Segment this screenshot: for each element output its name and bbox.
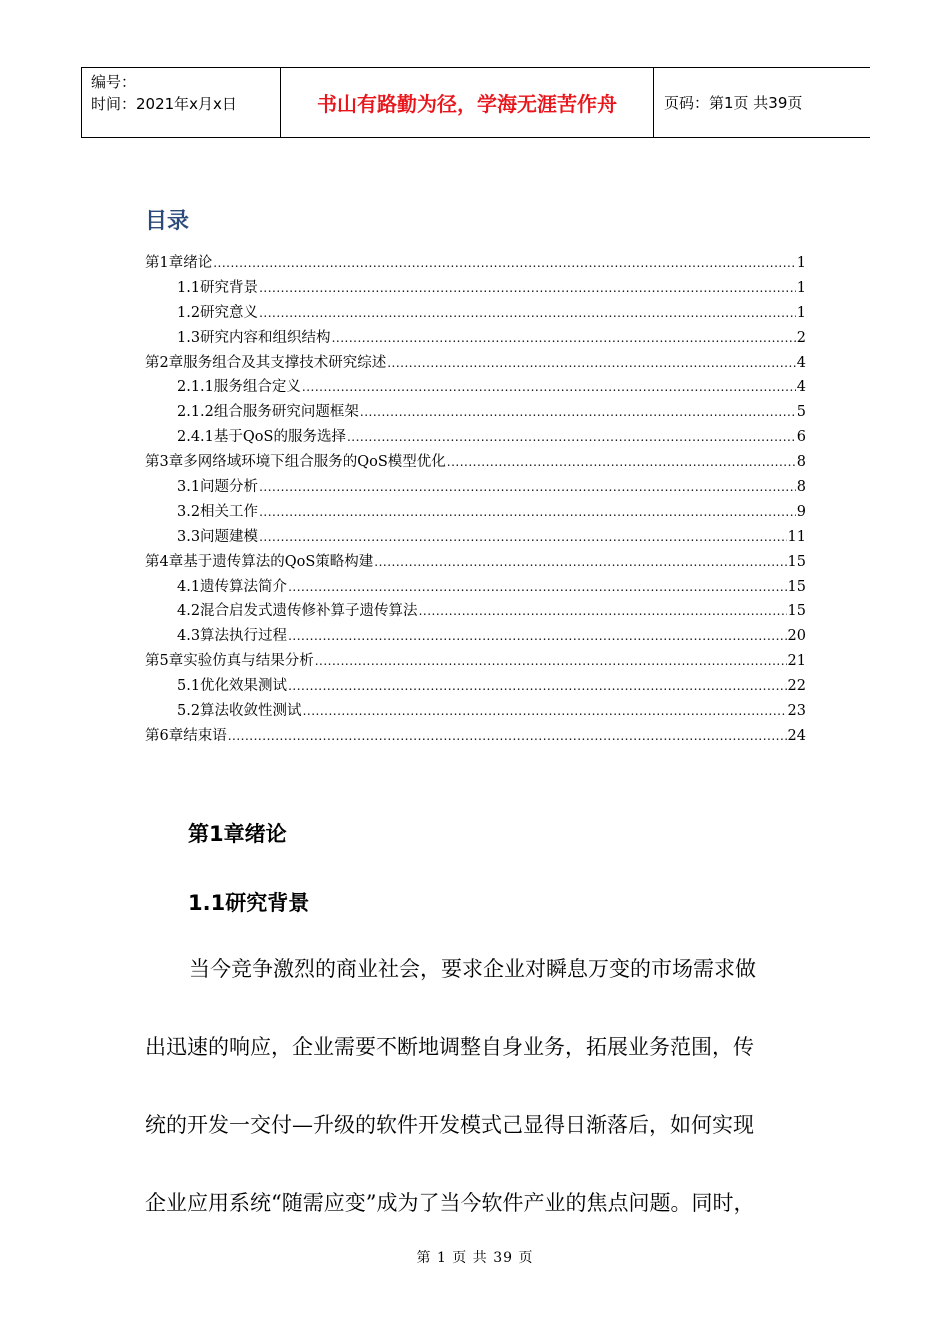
toc-leader-dots xyxy=(419,604,787,618)
toc-entry-label: 第1章绪论 xyxy=(145,255,213,271)
paragraph-line: 统的开发一交付—升级的软件开发模式己显得日渐落后，如何实现 xyxy=(145,1113,754,1137)
toc-entry[interactable] xyxy=(145,724,806,749)
toc-leader-dots xyxy=(360,405,796,419)
toc-entry-label: 第4章基于遗传算法的QoS策略构建 xyxy=(145,553,374,570)
toc-leader-dots xyxy=(315,654,787,668)
toc-entry[interactable] xyxy=(145,425,806,450)
toc-entry[interactable] xyxy=(145,450,806,475)
toc-entry[interactable] xyxy=(145,699,806,724)
toc-leader-dots xyxy=(213,256,796,270)
toc-entry-label: 2.1.2组合服务研究问题框架 xyxy=(177,404,359,421)
toc-leader-dots xyxy=(259,281,796,295)
toc-entry-label: 5.1优化效果测试 xyxy=(177,678,288,695)
header-page-info: 页码：第1页 共39页 xyxy=(664,94,803,112)
toc-entry[interactable] xyxy=(145,475,806,500)
toc-entry-page: 11 xyxy=(787,528,806,545)
toc-leader-dots xyxy=(288,580,786,594)
toc-entry[interactable] xyxy=(145,575,806,600)
paragraph-line: 当今竞争激烈的商业社会，要求企业对瞬息万变的市场需求做 xyxy=(189,957,756,981)
toc-entry-page: 9 xyxy=(796,503,806,520)
toc-entry[interactable] xyxy=(145,375,806,400)
toc-entry[interactable] xyxy=(145,400,806,425)
toc-entry-label: 1.3研究内容和组织结构 xyxy=(177,329,331,346)
toc-leader-dots xyxy=(259,306,796,320)
toc-entry-page: 5 xyxy=(796,404,806,421)
toc-title: 目录 xyxy=(145,209,190,234)
toc-entry-page: 15 xyxy=(787,553,806,570)
toc-leader-dots xyxy=(288,629,786,643)
toc-leader-dots xyxy=(447,455,796,469)
paragraph-line: 出迅速的响应，企业需要不断地调整自身业务，拓展业务范围，传 xyxy=(145,1035,754,1059)
toc-entry-label: 第3章多网络域环境下组合服务的QoS模型优化 xyxy=(145,454,446,471)
toc-entry-label: 5.2算法收敛性测试 xyxy=(177,703,302,720)
toc-entry-label: 4.1遗传算法简介 xyxy=(177,578,288,595)
page-footer: 第 1 页 共 39 页 xyxy=(416,1250,534,1266)
toc-entry-page: 4 xyxy=(796,379,806,396)
toc-entry-page: 1 xyxy=(796,255,806,271)
toc-entry-page: 21 xyxy=(787,653,806,670)
toc-entry-label: 3.3问题建模 xyxy=(177,528,259,545)
toc-entry[interactable] xyxy=(145,624,806,649)
toc-entry-label: 3.2相关工作 xyxy=(177,503,259,520)
paragraph-line: 企业应用系统“随需应变”成为了当今软件产业的焦点问题。同时， xyxy=(145,1191,755,1215)
toc-entry[interactable] xyxy=(145,301,806,326)
toc-entry-page: 8 xyxy=(796,479,806,496)
toc-leader-dots xyxy=(259,505,796,519)
toc-entry-label: 1.1研究背景 xyxy=(177,279,259,296)
toc-entry[interactable] xyxy=(145,500,806,525)
toc-entry-label: 3.1问题分析 xyxy=(177,479,259,496)
document-time-label: 时间：2021年x月x日 xyxy=(91,95,237,113)
toc-entry-page: 8 xyxy=(796,454,806,471)
toc-leader-dots xyxy=(302,380,796,394)
toc-entry-page: 22 xyxy=(787,678,806,695)
toc-leader-dots xyxy=(288,679,786,693)
toc-entry-page: 1 xyxy=(796,304,806,321)
header-motto: 书山有路勤为径，学海无涯苦作舟 xyxy=(281,68,654,137)
toc-entry-label: 第2章服务组合及其支撑技术研究综述 xyxy=(145,354,387,371)
toc-leader-dots xyxy=(347,430,796,444)
toc-leader-dots xyxy=(303,704,787,718)
body-paragraph xyxy=(145,946,825,1258)
table-of-contents xyxy=(145,251,806,749)
toc-entry[interactable] xyxy=(145,599,806,624)
chapter-heading: 第1章绪论 xyxy=(188,822,287,846)
header-meta xyxy=(81,68,281,137)
toc-entry-label: 4.3算法执行过程 xyxy=(177,628,288,645)
document-number-label: 编号： xyxy=(91,73,137,91)
toc-entry-page: 24 xyxy=(787,727,806,744)
toc-leader-dots xyxy=(259,530,786,544)
toc-entry-label: 2.1.1服务组合定义 xyxy=(177,379,301,396)
toc-entry[interactable] xyxy=(145,276,806,301)
toc-entry[interactable] xyxy=(145,649,806,674)
toc-entry-label: 4.2混合启发式遗传修补算子遗传算法 xyxy=(177,603,418,620)
toc-leader-dots xyxy=(259,480,796,494)
toc-entry[interactable] xyxy=(145,550,806,575)
toc-entry-page: 23 xyxy=(787,703,806,720)
toc-entry[interactable] xyxy=(145,351,806,376)
toc-entry-label: 1.2研究意义 xyxy=(177,304,259,321)
toc-entry-label: 2.4.1基于QoS的服务选择 xyxy=(177,429,346,446)
toc-entry[interactable] xyxy=(145,251,806,276)
toc-entry[interactable] xyxy=(145,525,806,550)
toc-entry-page: 4 xyxy=(796,354,806,371)
page-header xyxy=(81,67,870,138)
toc-leader-dots xyxy=(387,356,796,370)
toc-entry-page: 2 xyxy=(796,329,806,346)
toc-entry[interactable] xyxy=(145,674,806,699)
toc-entry-page: 1 xyxy=(796,279,806,296)
toc-entry-page: 15 xyxy=(787,578,806,595)
toc-entry-page: 15 xyxy=(787,603,806,620)
toc-leader-dots xyxy=(228,729,787,743)
toc-entry-label: 第5章实验仿真与结果分析 xyxy=(145,653,314,670)
section-heading: 1.1研究背景 xyxy=(188,891,310,915)
toc-leader-dots xyxy=(332,331,796,345)
toc-entry-label: 第6章结束语 xyxy=(145,727,227,744)
toc-leader-dots xyxy=(374,555,786,569)
toc-entry-page: 20 xyxy=(787,628,806,645)
toc-entry-page: 6 xyxy=(796,429,806,446)
toc-entry[interactable] xyxy=(145,326,806,351)
